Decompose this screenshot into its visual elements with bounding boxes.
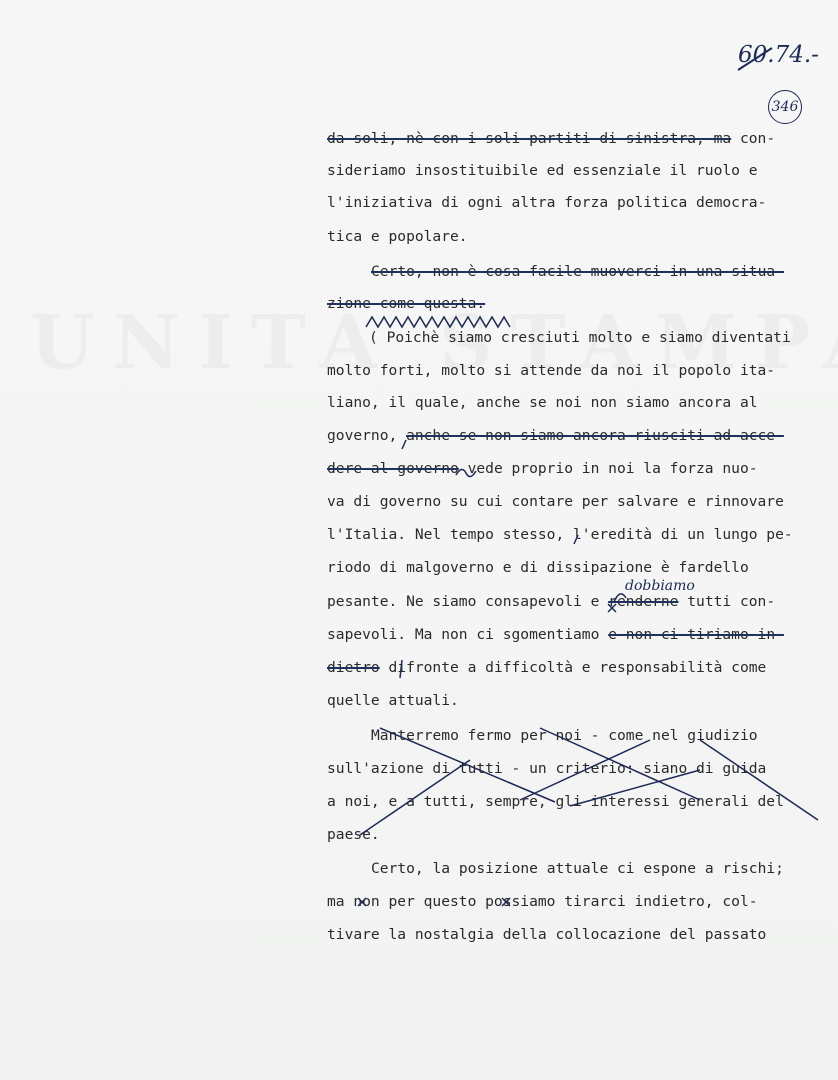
text-line: tivare la nostalgia della collocazione del passato: [327, 926, 767, 943]
text-line: dietro difronte a difficoltà e responsabilità come: [327, 659, 767, 676]
text-line: pesante. Ne siamo consapevoli e renderne tutti con-: [327, 593, 776, 610]
caret-mark: [456, 469, 476, 476]
x-mark: [608, 604, 616, 612]
cross-out-line: [570, 770, 700, 806]
text-line: Manterremo fermo per noi - come nel giudizio: [371, 727, 758, 744]
text-line: l'iniziativa di ogni altra forza politica democra-: [327, 194, 767, 211]
word-join-mark: [400, 660, 402, 678]
text-line: riodo di malgoverno e di dissipazione è fardello: [327, 559, 749, 576]
text-line: a noi, e a tutti, sempre, gli interessi generali del: [327, 793, 784, 810]
comma-insert-mark: [402, 440, 406, 449]
text-line: va di governo su cui contare per salvare e rinnovare: [327, 493, 784, 510]
text-line: ma non per questo possiamo tirarci indietro, col-: [327, 893, 758, 910]
page-number-strike: [738, 48, 772, 70]
cross-out-line: [360, 760, 470, 835]
struck-text: anche se non siamo ancora riusciti ad acce-: [406, 427, 784, 444]
text-line: sideriamo insostituibile ed essenziale il ruolo e: [327, 162, 758, 179]
x-mark: [358, 898, 366, 906]
text-line: sapevoli. Ma non ci sgomentiamo e non ci tiriamo in-: [327, 626, 784, 643]
text-line: tica e popolare.: [327, 228, 468, 245]
cross-out-line: [540, 728, 700, 800]
text-line: dere al governo vede proprio in noi la forza nuo-: [327, 460, 758, 477]
cross-out-line: [380, 728, 555, 802]
struck-text: e non ci tiriamo in-: [608, 626, 784, 643]
text-line: da soli, nè con i soli partiti di sinistra, ma con-: [327, 130, 776, 147]
struck-text-line: Certo, non è cosa facile muoverci in una situa-: [371, 263, 784, 280]
x-mark: [502, 898, 510, 906]
comma-insert-mark: [574, 535, 578, 544]
text-line: quelle attuali.: [327, 692, 459, 709]
text-line: molto forti, molto si attende da noi il popolo ita-: [327, 362, 776, 379]
struck-text-line: zione come questa.: [327, 295, 486, 312]
handwritten-page-number: 60.74.-: [738, 42, 819, 68]
struck-text: dietro: [327, 659, 380, 676]
struck-text: da soli, nè con i soli partiti di sinistra, ma: [327, 130, 732, 147]
text-line: Certo, la posizione attuale ci espone a rischi;: [371, 860, 784, 877]
cross-out-line: [700, 740, 818, 820]
struck-text: renderne: [608, 593, 679, 610]
restore-squiggle: [366, 317, 510, 327]
text-line: l'Italia. Nel tempo stesso, l'eredità di un lungo pe-: [327, 526, 793, 543]
handwritten-insertion: dobbiamo: [625, 578, 695, 594]
circled-page-number: 346: [768, 90, 802, 124]
struck-text: dere al governo: [327, 460, 459, 477]
text-line: governo, anche se non siamo ancora riusciti ad acce-: [327, 427, 784, 444]
text-line: paese.: [327, 826, 380, 843]
insertion-caret: [614, 594, 626, 602]
text-line: liano, il quale, anche se noi non siamo ancora al: [327, 394, 758, 411]
text-line: ( Poichè siamo cresciuti molto e siamo diventati: [369, 329, 791, 346]
text-line: sull'azione di tutti - un criterio: siano di guida: [327, 760, 767, 777]
